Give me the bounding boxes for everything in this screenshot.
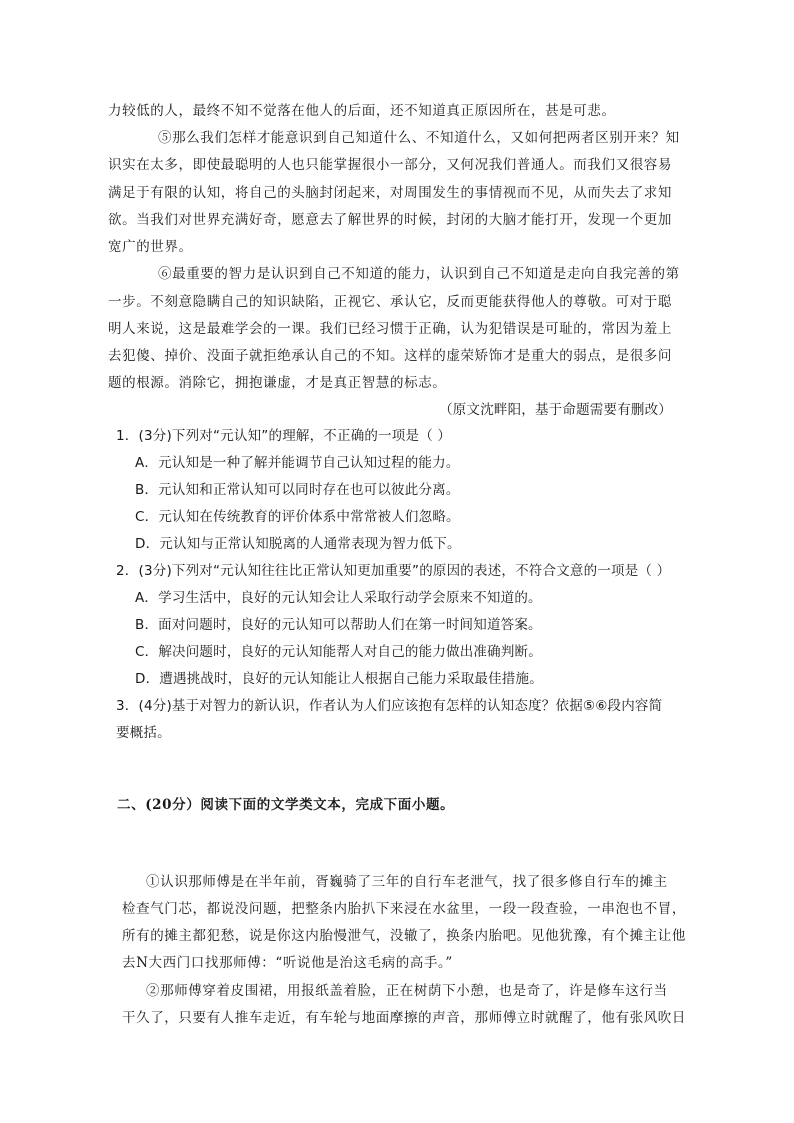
story-line: 去N大西门口找那师傅：“听说他是治这毛病的高手。” — [122, 955, 453, 971]
question-2-option-c: C．解决问题时，良好的元认知能帮人对自己的能力做出准确判断。 — [135, 644, 542, 660]
question-1-option-b: B．元认知和正常认知可以同时存在也可以彼此分离。 — [135, 482, 460, 498]
question-2-option-d: D．遭遇挑战时，良好的元认知能让人根据自己能力采取最佳措施。 — [135, 671, 543, 687]
passage-line: 明人来说，这是最难学会的一课。我们已经习惯于正确，认为犯错误是可耻的，常因为羞上 — [108, 321, 672, 337]
passage-line: 欲。当我们对世界充满好奇，愿意去了解世界的时候，封闭的大脑才能打开，发现一个更加 — [108, 212, 672, 228]
question-3-stem: 3．(4分)基于对智力的新认识，作者认为人们应该抱有怎样的认知态度？依据⑤⑥段内容简 — [116, 698, 663, 714]
passage-line: 力较低的人，最终不知不觉落在他人的后面，还不知道真正原因所在，甚是可悲。 — [108, 103, 616, 119]
story-line: 干久了，只要有人推车走近，有车轮与地面摩擦的声音，那师傅立时就醒了，他有张风吹日 — [122, 1010, 686, 1026]
story-line: ②那师傅穿着皮围裙，用报纸盖着脸，正在树荫下小憩，也是奇了，许是修车这行当 — [146, 983, 668, 999]
passage-line: 一步。不刻意隐瞒自己的知识缺陷，正视它、承认它，反而更能获得他人的尊敬。可对于聪 — [108, 294, 672, 310]
story-line: 所有的摊主都犯愁，说是你这内胎慢泄气，没辙了，换条内胎吧。见他犹豫，有个摊主让他 — [122, 928, 686, 944]
passage-line: 满足于有限的认知，将自己的头脑封闭起来，对周围发生的事情视而不见，从而失去了求知 — [108, 185, 672, 201]
section-heading: 二、(20分）阅读下面的文学类文本，完成下面小题。 — [117, 797, 455, 813]
passage-line: ⑤那么我们怎样才能意识到自己知道什么、不知道什么，又如何把两者区别开来？知 — [158, 130, 680, 146]
story-line: 检查气门芯，都说没问题，把整条内胎扒下来浸在水盆里，一段一段查验，一串泡也不冒， — [122, 901, 686, 917]
question-1-option-c: C．元认知在传统教育的评价体系中常常被人们忽略。 — [135, 509, 460, 525]
passage-line: 识实在太多，即使最聪明的人也只能掌握很小一部分，又何况我们普通人。而我们又很容易 — [108, 157, 672, 173]
story-line: ①认识那师傅是在半年前，胥巍骑了三年的自行车老泄气，找了很多修自行车的摊主 — [146, 874, 668, 890]
question-1-option-d: D．元认知与正常认知脱离的人通常表现为智力低下。 — [135, 536, 461, 552]
question-1-stem: 1．(3分)下列对“元认知”的理解，不正确的一项是（ ） — [116, 428, 452, 444]
passage-line: 题的根源。消除它，拥抱谦虚，才是真正智慧的标志。 — [108, 375, 447, 391]
question-2-stem: 2．(3分)下列对“元认知往往比正常认知更加重要”的原因的表述，不符合文意的一项是（ ） — [116, 563, 671, 579]
source-note: （原文沈畔阳，基于命题需要有删改） — [439, 402, 672, 418]
question-3-stem: 要概括。 — [116, 725, 171, 741]
passage-line: 去犯傻、掉价、没面子就拒绝承认自己的不知。这样的虚荣矫饰才是重大的弱点，是很多问 — [108, 348, 672, 364]
passage-line: 宽广的世界。 — [108, 239, 193, 255]
question-2-option-a: A．学习生活中，良好的元认知会让人采取行动学会原来不知道的。 — [135, 590, 542, 606]
question-1-option-a: A．元认知是一种了解并能调节自己认知过程的能力。 — [135, 455, 460, 471]
question-2-option-b: B．面对问题时，良好的元认知可以帮助人们在第一时间知道答案。 — [135, 617, 542, 633]
passage-line: ⑥最重要的智力是认识到自己不知道的能力，认识到自己不知道是走向自我完善的第 — [158, 266, 680, 282]
